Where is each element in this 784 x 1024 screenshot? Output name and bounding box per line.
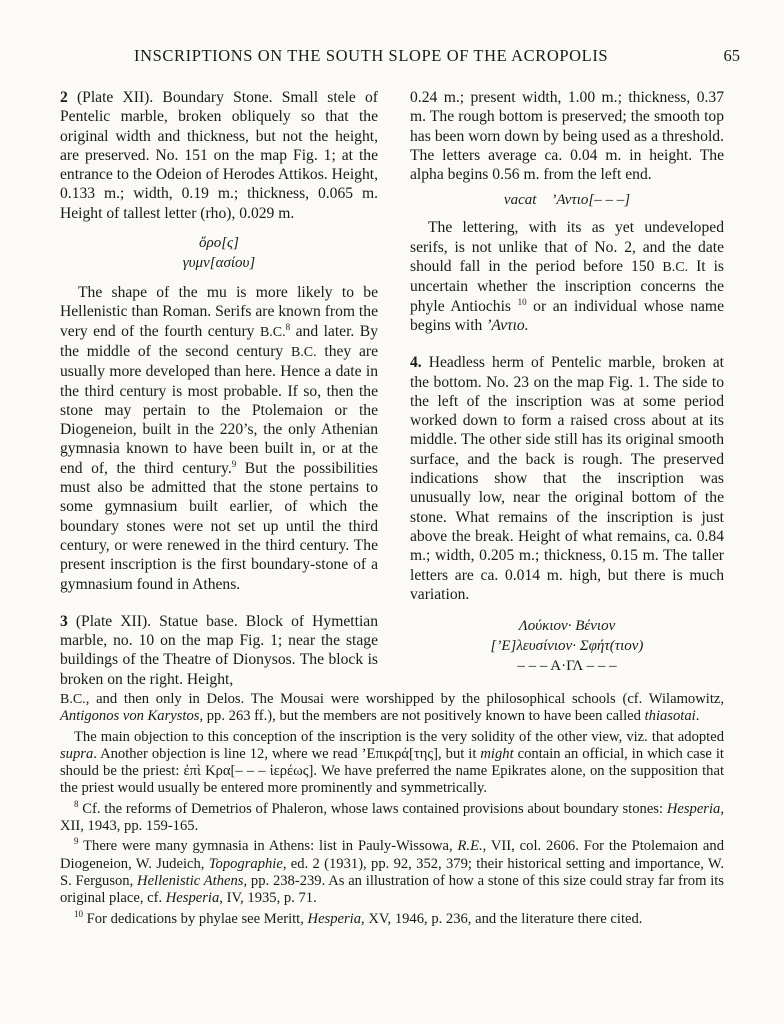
footnote-ref-10[interactable]: 10 — [517, 296, 527, 307]
inscription-4-line-1: Λούκιον· Βένιον — [518, 618, 616, 635]
entry-3: 3 (Plate XII). Statue base. Block of Hymettian marble, no. 10 on the map Fig. 1; near the stage buildings of the Theatre of Dionysos. The block is broken on the right. Height, — [60, 612, 378, 688]
inscription-4-line-3: – – – Α·ΓΛ – – – — [517, 658, 617, 675]
page-number: 65 — [723, 46, 740, 65]
footnote-8: $^8$ Cf. the reforms of Demetrios of Phaleron, whose laws contained provisions about boundary stones: Hesperia, XII, 1943, pp. 159-165. — [60, 798, 724, 835]
inscription-3-text: ’Αντιο[– – –] — [551, 192, 631, 209]
entry-2: 2 (Plate XII). Boundary Stone. Small stele of Pentelic marble, broken obliquely so that the original width and thickness, but not the height, are preserved. No. 151 on the map Fig. 1; at the entrance to the Odeion of Herodes Attikos. Height, 0.133 m.; width, 0.19 m.; thickness, 0.065 m. Height of tallest letter (rho), 0.029 m. — [60, 89, 378, 222]
left-column — [60, 88, 378, 689]
entry-2-number: 2 — [60, 89, 68, 106]
inscription-4-line-2: [’Ε]λευσίνιον· Σφήτ(τιον) — [490, 638, 644, 655]
commentary-3: The lettering, with its as yet undeveloped serifs, is not unlike that of No. 2, and the date should fall in the period before 150 B.C. It is uncertain whether the inscription concerns the phyle Antiochis $^{10}$ or an individual whose name begins with ’Αντιο. — [410, 219, 724, 334]
footnotes-section — [60, 691, 724, 928]
right-column — [410, 88, 724, 686]
inscription-4 — [410, 616, 724, 676]
footnote-objection: The main objection to this conception of the inscription is the very solidity of the other view, viz. that adopted supra. Another objection is line 12, where we read ’Επικρά[της], but it might contain an official, in which case it should be the priest: ἐπὶ Κρα[– – – ἱερέως]. We have preferred the name Epikrates alone, on the supposition that the priest would usually be entered more prominently and symmetrically. — [60, 728, 724, 797]
running-title: INSCRIPTIONS ON THE SOUTH SLOPE OF THE ACROPOLIS — [134, 46, 609, 65]
inscription-3 — [410, 190, 724, 210]
commentary-2: The shape of the mu is more likely to be Hellenistic than Roman. Serifs are known from the very end of the fourth century B.C.$^8$ and later. By the middle of the second century B.C. they are usually more developed than here. Hence a date in the third century is most probable. If so, then the stone may pertain to the Ptolemaion or the Diogeneion, built in the 220’s, the only Athenian gymnasia known to have been built in, or at the end of, the third century.$^9$ But the possibilities must also be admitted that the stone pertains to some gymnasium built earlier, of which the boundary stones were not set up until the third century, or were renewed in the third century. The present inscription is the first boundary-stone of a gymnasium found in Athens. — [60, 284, 378, 593]
entry-3-continued: 0.24 m.; present width, 1.00 m.; thickness, 0.37 m. The rough bottom is preserved; the smooth top has been worn down by being used as a threshold. The letters average ca. 0.04 m. in height. The alpha begins 0.56 m. from the left end. — [410, 89, 724, 184]
entry-4-number: 4. — [410, 354, 422, 372]
footnote-continuation: B.C., and then only in Delos. The Mousai were worshipped by the philosophical schools (cf. Wilamowitz, Antigonos von Karystos, pp. 263 ff.), but the members are not positively known to have been called thiasotai. — [60, 691, 724, 725]
footnote-10: $^{10}$ For dedications by phylae see Meritt, Hesperia, XV, 1946, p. 236, and the literature there cited. — [74, 908, 643, 927]
footnote-ref-9[interactable]: 9 — [231, 458, 237, 469]
entry-3-number: 3 — [60, 612, 68, 630]
entry-4: 4. Headless herm of Pentelic marble, broken at the bottom. No. 23 on the map Fig. 1. The side to the left of the inscription was at some period worked down to form a raised cross about at its middle. The other side still has its original smooth surface, and the back is rough. The preserved indications show that the inscription was unusually low, near the original bottom of the stone. What remains of the inscription is just above the break. Height of what remains, ca. 0.84 m.; width, 0.205 m.; thickness, 0.15 m. The taller letters are ca. 0.014 m. high, but there is much variation. — [410, 354, 724, 603]
inscription-2-line-1: ὅρο[ς] — [199, 235, 239, 252]
inscription-2 — [60, 233, 378, 273]
footnote-ref-8[interactable]: 8 — [285, 321, 291, 332]
page-header — [60, 44, 740, 70]
inscription-2-line-2: γυμν[ασίου] — [182, 255, 256, 272]
vacat-label: vacat — [503, 192, 537, 209]
footnote-9: $^9$ There were many gymnasia in Athens: list in Pauly-Wissowa, R.E., VII, col. 2606. For the Ptolemaion and Diogeneion, W. Judeich, Topographie, ed. 2 (1931), pp. 92, 352, 379; their historical setting and importance, W. S. Ferguson, Hellenistic Athens, pp. 238-239. As an illustration of how a stone of this size could stray far from its original place, cf. Hesperia, IV, 1935, p. 71. — [60, 836, 725, 907]
